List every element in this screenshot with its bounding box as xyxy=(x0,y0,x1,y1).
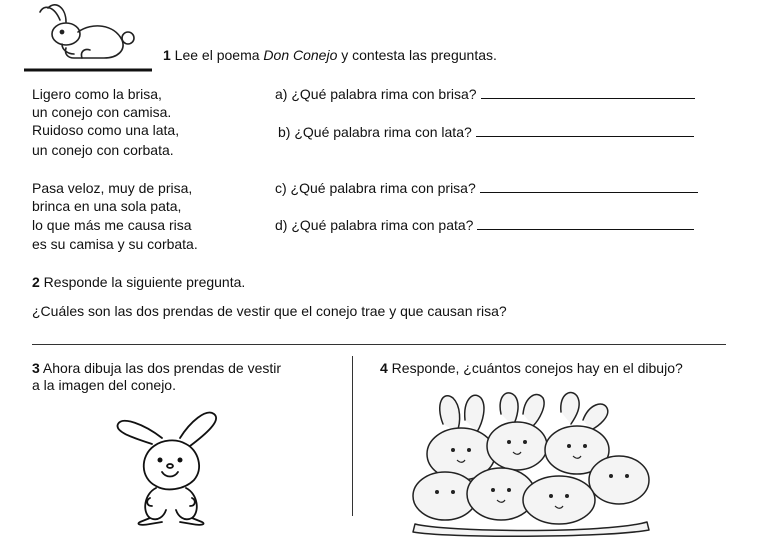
exercise1-instruction-after: y contesta las preguntas. xyxy=(337,47,497,63)
exercise1-heading xyxy=(163,47,497,63)
poem-line: lo que más me causa risa xyxy=(32,217,192,233)
exercise4-instruction: Responde, ¿cuántos conejos hay en el dibujo? xyxy=(387,360,683,376)
exercise2-number: 2 xyxy=(32,274,40,290)
exercise3-line1: Ahora dibuja las dos prendas de vestir xyxy=(39,360,282,376)
poem-line: Ligero como la brisa, xyxy=(32,86,162,102)
answer-blank-b[interactable] xyxy=(476,124,694,137)
answer-blank-a[interactable] xyxy=(481,86,695,99)
exercise4-heading xyxy=(380,360,683,376)
exercise2-heading xyxy=(32,274,245,290)
question-b xyxy=(278,124,694,140)
question-d-label: d) ¿Qué palabra rima con pata? xyxy=(275,217,474,233)
section-divider xyxy=(352,356,353,516)
exercise3-line2: a la imagen del conejo. xyxy=(32,377,176,393)
exercise1-number: 1 xyxy=(163,47,171,63)
answer-blank-c[interactable] xyxy=(480,180,698,193)
exercise2-question: ¿Cuáles son las dos prendas de vestir que el conejo trae y que causan risa? xyxy=(32,303,507,319)
poem-line: brinca en una sola pata, xyxy=(32,198,182,214)
poem-line: Ruidoso como una lata, xyxy=(32,122,180,138)
question-a-label: a) ¿Qué palabra rima con brisa? xyxy=(275,86,477,102)
exercise2-instruction: Responde la siguiente pregunta. xyxy=(39,274,246,290)
exercise3-heading xyxy=(32,360,281,394)
poem-line: es su camisa y su corbata. xyxy=(32,236,198,252)
answer-blank-d[interactable] xyxy=(477,217,694,230)
question-b-label: b) ¿Qué palabra rima con lata? xyxy=(278,124,472,140)
exercise4-number: 4 xyxy=(380,360,388,376)
poem-line: un conejo con corbata. xyxy=(32,142,174,158)
question-c xyxy=(275,180,698,196)
poem-line: un conejo con camisa. xyxy=(32,104,172,120)
question-a xyxy=(275,86,695,102)
bunny-lying-icon xyxy=(22,2,154,74)
bunny-outline-icon[interactable] xyxy=(110,402,240,527)
question-d xyxy=(275,217,694,233)
poem-line: Pasa veloz, muy de prisa, xyxy=(32,180,193,196)
poem-title: Don Conejo xyxy=(263,47,338,63)
bunny-pile-icon xyxy=(405,384,657,538)
exercise1-instruction-before: Lee el poema xyxy=(170,47,264,63)
exercise2-answer-line[interactable] xyxy=(32,344,726,345)
question-c-label: c) ¿Qué palabra rima con prisa? xyxy=(275,180,476,196)
exercise3-number: 3 xyxy=(32,360,40,376)
